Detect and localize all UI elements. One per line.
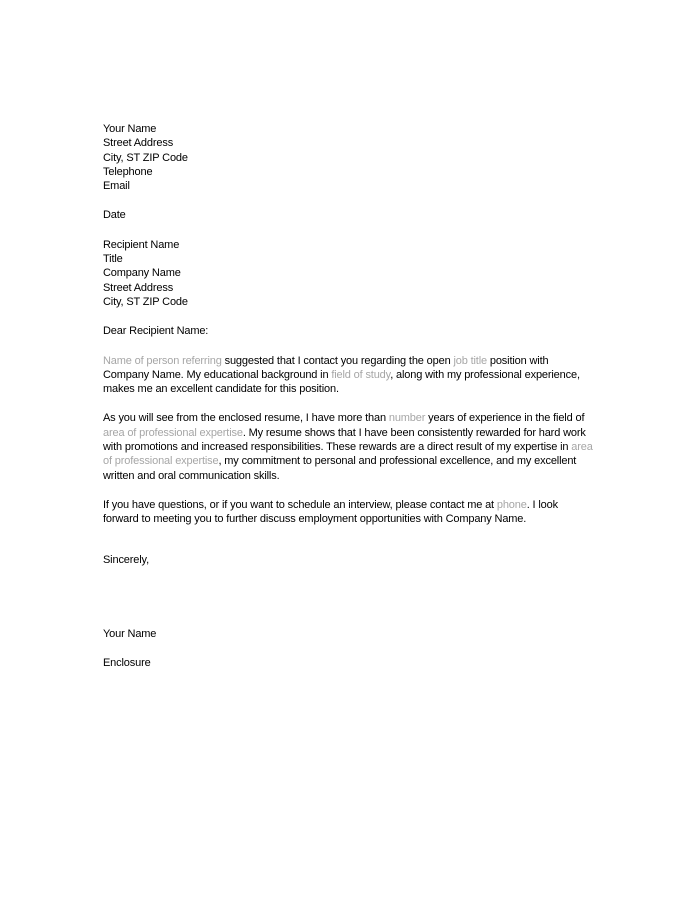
placeholder-field[interactable]: number <box>388 412 426 425</box>
sender-street: Street Address <box>103 137 174 150</box>
text-run: If you have questions, or if you want to schedule an interview, please contact me at <box>103 498 497 511</box>
placeholder-field[interactable]: area of professional expertise <box>103 426 243 439</box>
sender-city: City, ST ZIP Code <box>103 151 188 164</box>
placeholder-field[interactable]: Name of person referring <box>103 354 222 367</box>
salutation: Dear Recipient Name: <box>103 325 209 338</box>
recipient-title: Title <box>103 253 123 266</box>
date-block <box>103 208 595 222</box>
salutation-block <box>103 324 595 338</box>
recipient-city: City, ST ZIP Code <box>103 295 188 308</box>
text-run: . My resume shows that I have been consistently rewarded for hard work with promotions and increased responsibilities. These rewards are a direct result of my expertise in <box>103 426 586 454</box>
placeholder-field[interactable]: phone <box>496 498 527 511</box>
text-run: As you will see from the enclosed resume, I have more than <box>103 412 389 425</box>
text-run: , along with my professional experience, makes me an excellent candidate for this position. <box>103 368 580 396</box>
text-run: . I look forward to meeting you to further discuss employment opportunities with Company Name. <box>103 498 558 526</box>
sender-name: Your Name <box>103 123 157 135</box>
enclosure-note: Enclosure <box>103 657 151 670</box>
body-paragraph-2 <box>103 411 595 482</box>
text-run: suggested that I contact you regarding the open <box>221 354 454 367</box>
placeholder-field[interactable]: field of study <box>331 368 391 381</box>
closing: Sincerely, <box>103 553 149 566</box>
sender-email: Email <box>103 180 130 193</box>
recipient-street: Street Address <box>103 281 174 294</box>
recipient-name: Recipient Name <box>103 238 180 251</box>
body-paragraph-3 <box>103 498 595 527</box>
date-line: Date <box>103 209 126 222</box>
sender-telephone: Telephone <box>103 165 153 178</box>
text-run: years of experience in the field of <box>425 412 585 425</box>
placeholder-field[interactable]: area of professional expertise <box>103 441 593 468</box>
text-run: , my commitment to personal and professional excellence, and my excellent written and oral communication skills. <box>103 455 577 482</box>
recipient-address-block <box>103 238 595 309</box>
body-paragraph-1 <box>103 354 595 397</box>
recipient-company: Company Name <box>103 267 181 280</box>
placeholder-field[interactable]: job title <box>453 354 487 367</box>
signature-name: Your Name <box>103 627 157 640</box>
text-run: position with Company Name. My educational background in <box>103 354 549 381</box>
sender-address-block <box>103 122 595 193</box>
document-page <box>103 122 595 670</box>
